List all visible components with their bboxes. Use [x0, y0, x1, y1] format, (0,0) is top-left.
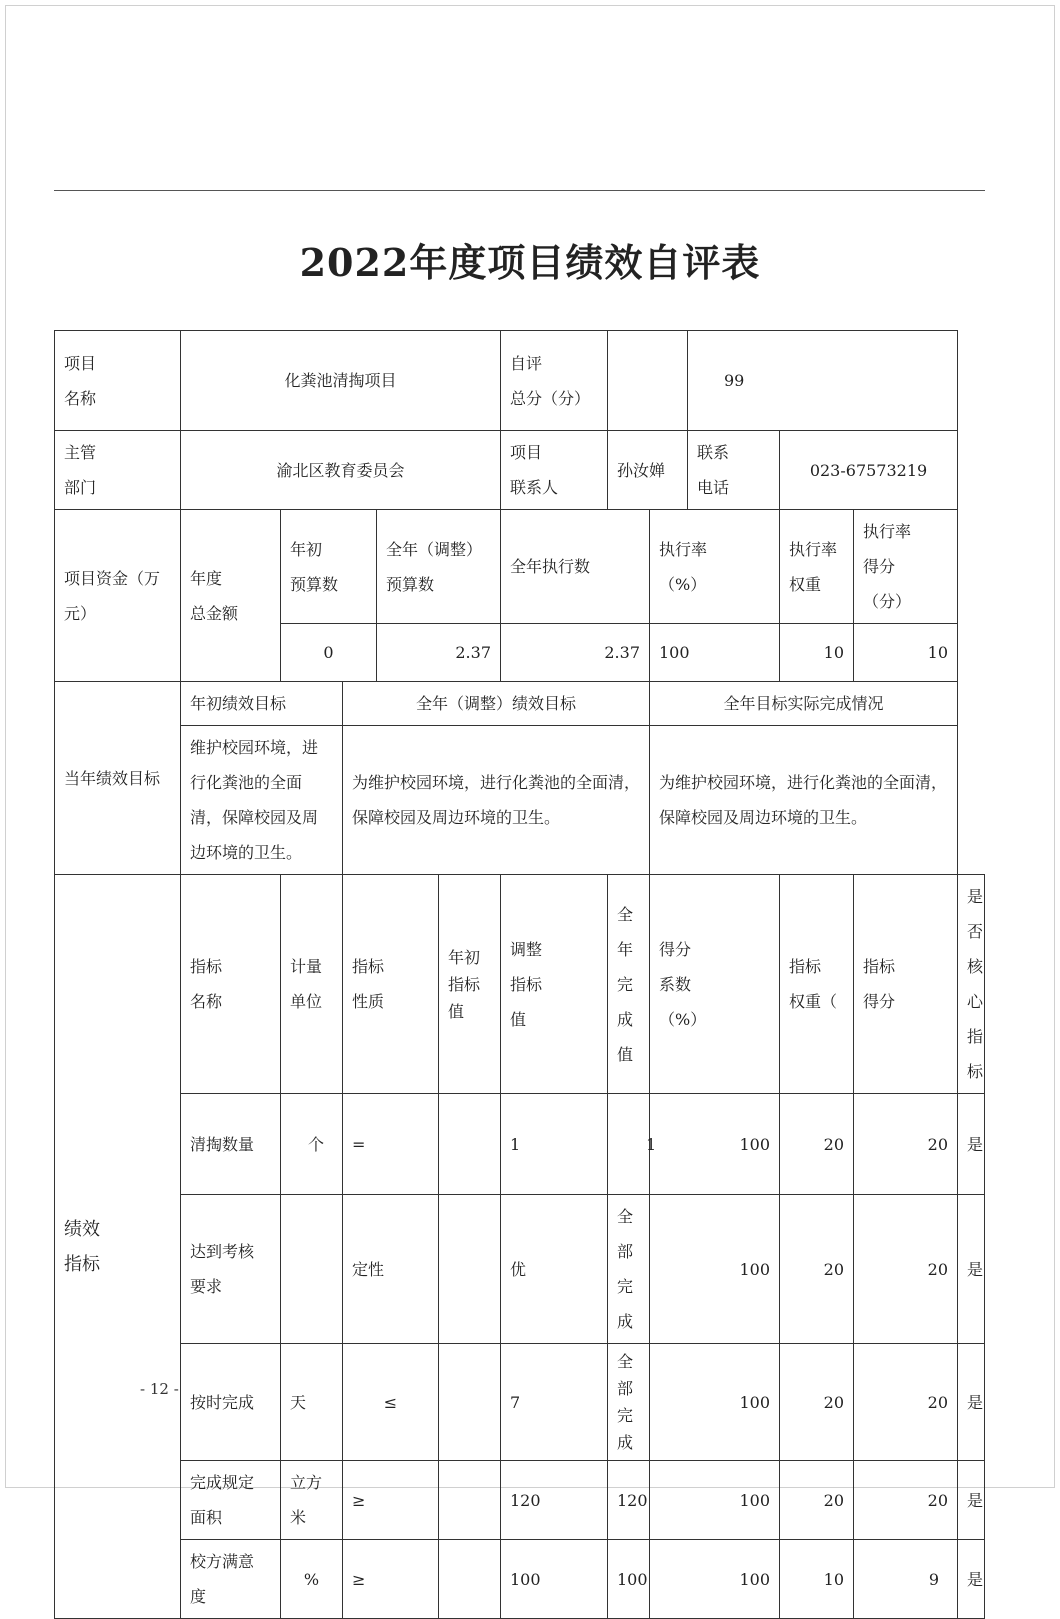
ind-core: 是: [958, 1540, 985, 1619]
ind-coef: 100: [650, 1344, 780, 1461]
ind-nature: ≤: [343, 1344, 439, 1461]
funds-col-score: 执行率 得分 （分）: [854, 510, 958, 624]
ind-adjusted: 优: [501, 1195, 608, 1344]
row-indicators-header: [55, 875, 985, 1094]
ind-nature: ≥: [343, 1461, 439, 1540]
ind-score: 9: [854, 1540, 958, 1619]
goals-label: 当年绩效目标: [55, 682, 181, 875]
ind-unit: 个: [281, 1094, 343, 1195]
funds-col-executed: 全年执行数: [501, 510, 650, 624]
funds-col-rate: 执行率 （%）: [650, 510, 780, 624]
ind-nature: =: [343, 1094, 439, 1195]
funds-score-value: 10: [854, 624, 958, 682]
ind-coef: 100: [650, 1195, 780, 1344]
goals-initial-text: 维护校园环境，进行化粪池的全面清，保障校园及周边环境的卫生。: [181, 726, 343, 875]
ind-actual: 120: [608, 1461, 650, 1540]
ind-unit: 立方 米: [281, 1461, 343, 1540]
funds-rate-value: 100: [650, 624, 780, 682]
ind-initial: [439, 1195, 501, 1344]
ind-coef: 100: [650, 1461, 780, 1540]
contact-label: 项目 联系人: [501, 431, 608, 510]
ind-actual: 1: [608, 1094, 650, 1195]
ind-coef: 100: [650, 1094, 780, 1195]
ind-weight: 10: [780, 1540, 854, 1619]
ind-score: 20: [854, 1094, 958, 1195]
ind-header-unit: 计量 单位: [281, 875, 343, 1094]
funds-weight-value: 10: [780, 624, 854, 682]
page-title: 2022年度项目绩效自评表: [299, 240, 761, 285]
ind-adjusted: 100: [501, 1540, 608, 1619]
annual-total-label: 年度 总金额: [181, 510, 281, 682]
ind-actual: 100: [608, 1540, 650, 1619]
row-goals-header: [55, 682, 985, 726]
ind-header-nature: 指标 性质: [343, 875, 439, 1094]
funds-executed-value: 2.37: [501, 624, 650, 682]
ind-name: 校方满意 度: [181, 1540, 281, 1619]
table-row: [55, 1540, 985, 1619]
goals-adjusted-text: 为维护校园环境，进行化粪池的全面清，保障校园及周边环境的卫生。: [343, 726, 650, 875]
funds-col-weight: 执行率 权重: [780, 510, 854, 624]
ind-nature: ≥: [343, 1540, 439, 1619]
funds-adjusted-value: 2.37: [377, 624, 501, 682]
header-rule: [54, 190, 985, 191]
goals-actual-text: 为维护校园环境，进行化粪池的全面清，保障校园及周边环境的卫生。: [650, 726, 958, 875]
ind-header-name: 指标 名称: [181, 875, 281, 1094]
score-label: 自评 总分（分）: [501, 331, 608, 431]
ind-initial: [439, 1344, 501, 1461]
table-row: [55, 1094, 985, 1195]
ind-name: 达到考核 要求: [181, 1195, 281, 1344]
ind-name: 完成规定 面积: [181, 1461, 281, 1540]
ind-nature: 定性: [343, 1195, 439, 1344]
phone-number: 023-67573219: [780, 431, 958, 510]
funds-label: 项目资金（万元）: [55, 510, 181, 682]
dept-label: 主管 部门: [55, 431, 181, 510]
ind-initial: [439, 1461, 501, 1540]
ind-header-initial: 年初 指标 值: [439, 875, 501, 1094]
ind-weight: 20: [780, 1094, 854, 1195]
ind-score: 20: [854, 1461, 958, 1540]
ind-core: 是: [958, 1195, 985, 1344]
ind-adjusted: 1: [501, 1094, 608, 1195]
ind-name: 清掏数量: [181, 1094, 281, 1195]
table-row: [55, 1461, 985, 1540]
ind-header-core: 是否核心 指标: [958, 875, 985, 1094]
evaluation-table: [54, 330, 985, 1619]
ind-name: 按时完成: [181, 1344, 281, 1461]
ind-score: 20: [854, 1195, 958, 1344]
row-goals-content: [55, 726, 985, 875]
ind-adjusted: 120: [501, 1461, 608, 1540]
project-name-label: 项目 名称: [55, 331, 181, 431]
row-project-name: [55, 331, 985, 431]
ind-weight: 20: [780, 1195, 854, 1344]
ind-score: 20: [854, 1344, 958, 1461]
ind-weight: 20: [780, 1461, 854, 1540]
ind-header-coef: 得分 系数 （%）: [650, 875, 780, 1094]
row-department: [55, 431, 985, 510]
ind-adjusted: 7: [501, 1344, 608, 1461]
ind-initial: [439, 1540, 501, 1619]
ind-actual: 全部完成: [608, 1195, 650, 1344]
contact-name: 孙汝婵: [608, 431, 688, 510]
ind-core: 是: [958, 1094, 985, 1195]
dept-name: 渝北区教育委员会: [181, 431, 501, 510]
ind-weight: 20: [780, 1344, 854, 1461]
table-row: [55, 1195, 985, 1344]
funds-col-initial: 年初 预算数: [281, 510, 377, 624]
ind-core: 是: [958, 1461, 985, 1540]
goals-col-actual: 全年目标实际完成情况: [650, 682, 958, 726]
ind-initial: [439, 1094, 501, 1195]
total-score: 99: [688, 331, 958, 431]
ind-unit: 天: [281, 1344, 343, 1461]
goals-col-initial: 年初绩效目标: [181, 682, 343, 726]
ind-header-weight: 指标 权重（: [780, 875, 854, 1094]
ind-header-score: 指标 得分: [854, 875, 958, 1094]
ind-actual: 全部完成: [608, 1344, 650, 1461]
ind-core: 是: [958, 1344, 985, 1461]
funds-col-adjusted: 全年（调整）预算数: [377, 510, 501, 624]
row-funds-header: [55, 510, 985, 624]
funds-initial-value: 0: [281, 624, 377, 682]
ind-header-adjusted: 调整 指标 值: [501, 875, 608, 1094]
indicators-label: 绩效 指标: [55, 875, 181, 1619]
phone-label: 联系 电话: [688, 431, 780, 510]
ind-coef: 100: [650, 1540, 780, 1619]
page-number: - 12 -: [140, 1380, 179, 1398]
ind-header-actual: 全年 完成值: [608, 875, 650, 1094]
table-row: [55, 1344, 985, 1461]
ind-unit: %: [281, 1540, 343, 1619]
ind-unit: [281, 1195, 343, 1344]
score-spacer: [608, 331, 688, 431]
project-name: 化粪池清掏项目: [181, 331, 501, 431]
goals-col-adjusted: 全年（调整）绩效目标: [343, 682, 650, 726]
